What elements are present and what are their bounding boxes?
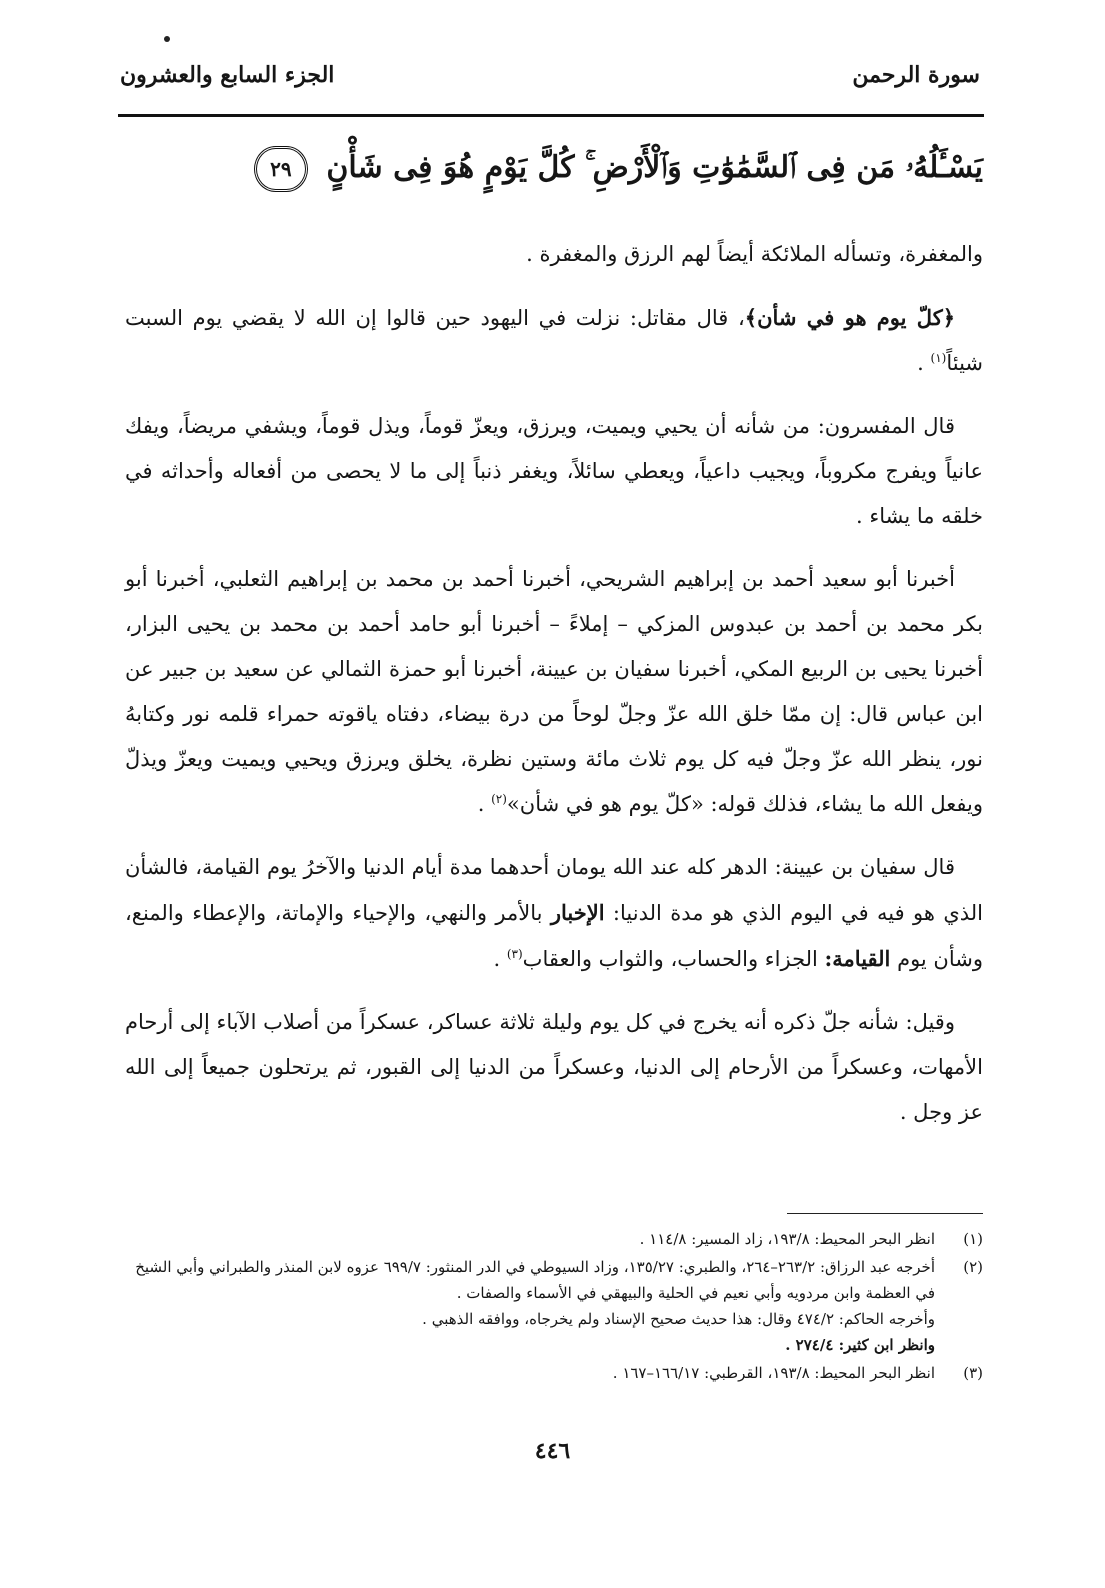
footnote-line: انظر البحر المحيط: ١٩٣/٨، زاد المسير: ١١٤/٨ . — [639, 1230, 935, 1248]
footnote-line: أخرجه عبد الرزاق: ٢٦٣/٢–٢٦٤، والطبري: ١٣٥/٢٧، وزاد السيوطي في الدر المنثور: ٦٩٩/٧ عزوه لابن المنذر والطبراني وأبي الشيخ في العظمة وابن مردويه وأبي نعيم في الحلية والبيهقي في الأسماء والصفات . — [135, 1258, 935, 1302]
paragraph-2-text: ، قال مقاتل: نزلت في اليهود حين قالوا إن الله لا يقضي يوم السبت شيئاً — [125, 306, 983, 375]
footnote-divider — [787, 1213, 983, 1214]
paragraph-4-text: أخبرنا أبو سعيد أحمد بن إبراهيم الشريحي، أخبرنا أحمد بن محمد بن إبراهيم الثعلبي، أخبرنا أبو بكر محمد بن أحمد بن عبدوس المزكي – إملاءً – أخبرنا أبو حامد أحمد بن محمد بن يحيى البزار، أخبرنا يحيى بن الربيع المكي، أخبرنا سفيان بن عيينة، أخبرنا أبو حمزة الثمالي عن سعيد بن جبير عن ابن عباس قال: إن ممّا خلق الله عزّ وجلّ لوحاً من درة بيضاء، دفتاه ياقوته حمراء قلمه نور وكتابهُ نور، ينظر الله عزّ وجلّ فيه كل يوم ثلاث مائة وستين نظرة، يخلق ويرزق ويحيي ويميت ويعزّ ويذلّ ويفعل الله ما يشاء، فذلك قوله: «كلّ يوم هو في شأن» — [125, 567, 983, 816]
page-number: ٤٤٦ — [534, 1438, 571, 1464]
running-header — [120, 62, 980, 96]
header-divider — [118, 114, 984, 117]
paragraph-5 — [125, 845, 983, 982]
quran-verse — [123, 146, 983, 192]
verse-number: ٢٩ — [270, 157, 292, 181]
footnote-1 — [125, 1226, 983, 1252]
footnote-number: (٣) — [963, 1364, 983, 1382]
footnote-number: (٢) — [963, 1258, 983, 1276]
paragraph-5-bold-d: القيامة: — [824, 946, 891, 971]
commentary-body — [125, 232, 983, 1153]
verse-text: يَسْـَٔلُهُۥ مَن فِى ٱلسَّمَٰوَٰتِ وَٱلْأَرْضِ ۚ كُلَّ يَوْمٍ هُوَ فِى شَأْنٍ — [326, 150, 983, 185]
paragraph-2-end: . — [917, 351, 931, 375]
paragraph-5-text-a: قال سفيان بن عيينة: الدهر كله عند الله يومان أحدهما مدة أيام الدنيا والآخرُ يوم القيامة، فالشأن الذي هو فيه في اليوم الذي هو مدة الدنيا: — [125, 855, 984, 925]
paragraph-5-text-c: بالأمر والنهي، والإحياء والإماتة، والإعطاء والمنع، وشأن يوم — [125, 901, 983, 971]
paragraph-3-text: قال المفسرون: من شأنه أن يحيي ويميت، ويرزق، ويعزّ قوماً، ويذل قوماً، ويشفي مريضاً، ويفك عانياً ويفرج مكروباً، ويجيب داعياً، ويعطي سائلاً، ويغفر ذنباً إلى ما لا يحصى من أفعاله وأحداثه في خلقه ما يشاء . — [125, 414, 983, 528]
paragraph-4-end: . — [477, 792, 492, 816]
footnotes — [125, 1226, 983, 1388]
ink-dot — [164, 36, 170, 42]
paragraph-2 — [125, 295, 983, 386]
paragraph-1 — [125, 232, 983, 277]
paragraph-3 — [125, 404, 983, 539]
footnote-line: وأخرجه الحاكم: ٤٧٤/٢ وقال: هذا حديث صحيح الإسناد ولم يخرجاه، ووافقه الذهبي . — [422, 1310, 935, 1328]
footnote-ref-3[interactable]: (٣) — [506, 947, 523, 961]
footnote-ref-2[interactable]: (٢) — [491, 792, 507, 806]
verse-quote: ﴿كلّ يوم هو في شأن﴾ — [744, 305, 955, 330]
paragraph-1-text: والمغفرة، وتسأله الملائكة أيضاً لهم الرزق والمغفرة . — [526, 242, 983, 266]
paragraph-5-end: . — [493, 947, 507, 971]
paragraph-4 — [125, 557, 983, 827]
footnote-3 — [125, 1360, 983, 1386]
footnote-number: (١) — [963, 1230, 983, 1248]
header-part-title: الجزء السابع والعشرون — [120, 62, 335, 88]
paragraph-5-bold-a: الإخبار — [550, 900, 605, 925]
verse-number-ornament — [254, 146, 308, 192]
header-surah-title: سورة الرحمن — [852, 62, 980, 88]
paragraph-6-text: وقيل: شأنه جلّ ذكره أنه يخرج في كل يوم وليلة ثلاثة عساكر، عسكراً من أصلاب الآباء إلى أرحام الأمهات، وعسكراً من الأرحام إلى الدنيا، وعسكراً من الدنيا إلى القبور، ثم يرتحلون جميعاً إلى الله عز وجل . — [125, 1010, 983, 1124]
paragraph-6 — [125, 1000, 983, 1135]
footnote-2 — [125, 1254, 983, 1358]
footnote-ref-1[interactable]: (١) — [930, 351, 947, 365]
footnote-line: انظر البحر المحيط: ١٩٣/٨، القرطبي: ١٦٦/١٧–١٦٧ . — [612, 1364, 935, 1382]
footnote-line: وانظر ابن كثير: ٢٧٤/٤ . — [785, 1336, 935, 1354]
paragraph-5-text-e: الجزاء والحساب، والثواب والعقاب — [522, 947, 825, 971]
